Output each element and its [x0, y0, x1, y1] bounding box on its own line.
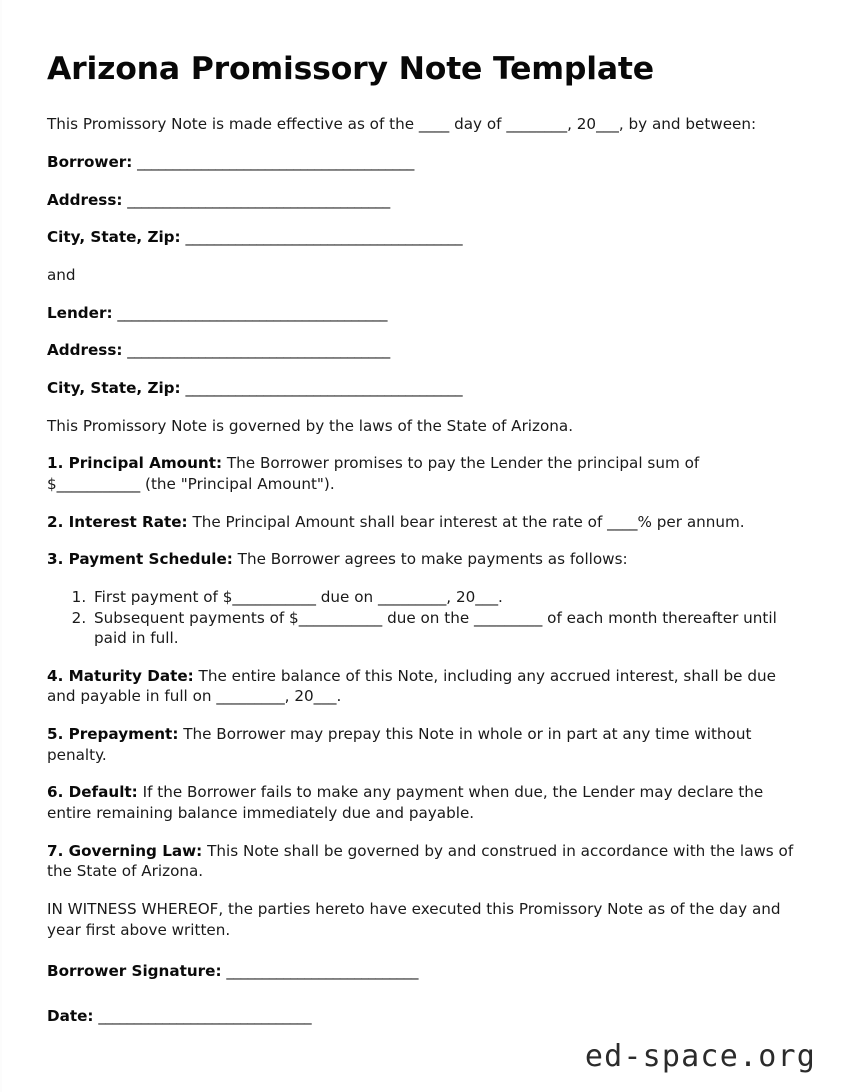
page-left-edge [0, 0, 2, 1092]
clause-3-body: The Borrower agrees to make payments as follows: [232, 550, 628, 569]
clause-7-body: This Note shall be governed by and construed in accordance with the laws of the State of Arizona. [47, 841, 794, 881]
connector-text: and [47, 265, 76, 284]
clause-principal-amount [47, 453, 797, 494]
payment-schedule-list [47, 587, 797, 649]
clause-3-number: 3. [47, 550, 64, 569]
clause-6-title: Default: [68, 783, 138, 802]
clause-6-body: If the Borrower fails to make any payment when due, the Lender may declare the entire remaining balance immediately due and payable. [47, 783, 764, 823]
field-borrower-label: Borrower: [47, 152, 133, 171]
field-borrower-signature [47, 961, 797, 982]
clause-3-title: Payment Schedule: [68, 550, 233, 569]
witness-clause: IN WITNESS WHEREOF, the parties hereto have executed this Promissory Note as of the day and year first above written. [47, 900, 781, 939]
clause-5-title: Prepayment: [68, 725, 179, 743]
list-item: 1. First payment of $___________ due on _________, 20___. [91, 587, 797, 607]
field-lender-city-state-zip [47, 378, 797, 399]
page-title: Arizona Promissory Note Template [47, 51, 654, 87]
clause-maturity-date [47, 666, 797, 707]
clause-2-title: Interest Rate: [68, 512, 188, 531]
signature-block [47, 961, 797, 1026]
document-content [47, 52, 797, 1051]
field-borrower-address-blank[interactable]: _____________________________________ [127, 190, 390, 209]
field-borrower [47, 152, 797, 173]
clause-1-number: 1. [47, 454, 64, 473]
clause-4-body: The entire balance of this Note, including any accrued interest, shall be due and payable in full on _________, 20___. [47, 666, 776, 706]
intro-paragraph: This Promissory Note is made effective as of the ____ day of ________, 20___, by and between: [47, 115, 757, 134]
field-lender-address-label: Address: [47, 341, 123, 360]
clause-5-number: 5. [47, 725, 64, 743]
clause-4-number: 4. [47, 666, 64, 685]
field-borrower-signature-blank[interactable]: ___________________________ [226, 962, 418, 981]
field-signature-date [47, 1006, 797, 1027]
clause-1-title: Principal Amount: [68, 454, 223, 473]
field-borrower-city-state-zip [47, 227, 797, 248]
clause-governing-law [47, 841, 797, 882]
clause-6-number: 6. [47, 783, 64, 802]
field-borrower-address-label: Address: [47, 190, 123, 209]
field-borrower-signature-label: Borrower Signature: [47, 962, 222, 981]
governing-sentence: This Promissory Note is governed by the laws of the State of Arizona. [47, 416, 574, 435]
clause-2-body: The Principal Amount shall bear interest at the rate of ____% per annum. [187, 512, 745, 531]
clause-7-title: Governing Law: [68, 841, 203, 860]
field-borrower-city-state-zip-label: City, State, Zip: [47, 228, 181, 247]
field-signature-date-blank[interactable]: ______________________________ [98, 1007, 312, 1026]
clause-7-number: 7. [47, 841, 64, 860]
field-borrower-city-state-zip-blank[interactable]: _______________________________________ [185, 228, 463, 247]
field-borrower-blank[interactable]: _______________________________________ [137, 152, 414, 171]
list-item: 2. Subsequent payments of $___________ due on the _________ of each month thereafter until paid in full. [91, 608, 797, 648]
clause-interest-rate [47, 512, 797, 533]
site-watermark: ed-space.org [584, 1039, 816, 1074]
field-lender-label: Lender: [47, 303, 113, 322]
clause-prepayment [47, 724, 797, 765]
field-lender [47, 303, 797, 324]
clause-5-body: The Borrower may prepay this Note in whole or in part at any time without penalty. [47, 725, 752, 764]
clause-payment-schedule [47, 549, 797, 570]
field-borrower-address [47, 190, 797, 211]
clause-default [47, 782, 797, 823]
field-lender-city-state-zip-label: City, State, Zip: [47, 378, 181, 397]
field-lender-address-blank[interactable]: _____________________________________ [127, 341, 390, 360]
clause-1-body: The Borrower promises to pay the Lender the principal sum of $___________ (the "Principal Amount"). [47, 454, 700, 493]
field-lender-city-state-zip-blank[interactable]: _______________________________________ [185, 378, 463, 397]
field-lender-blank[interactable]: ______________________________________ [117, 303, 387, 322]
field-lender-address [47, 340, 797, 361]
clause-2-number: 2. [47, 512, 64, 531]
clause-4-title: Maturity Date: [68, 666, 194, 685]
field-signature-date-label: Date: [47, 1007, 94, 1026]
